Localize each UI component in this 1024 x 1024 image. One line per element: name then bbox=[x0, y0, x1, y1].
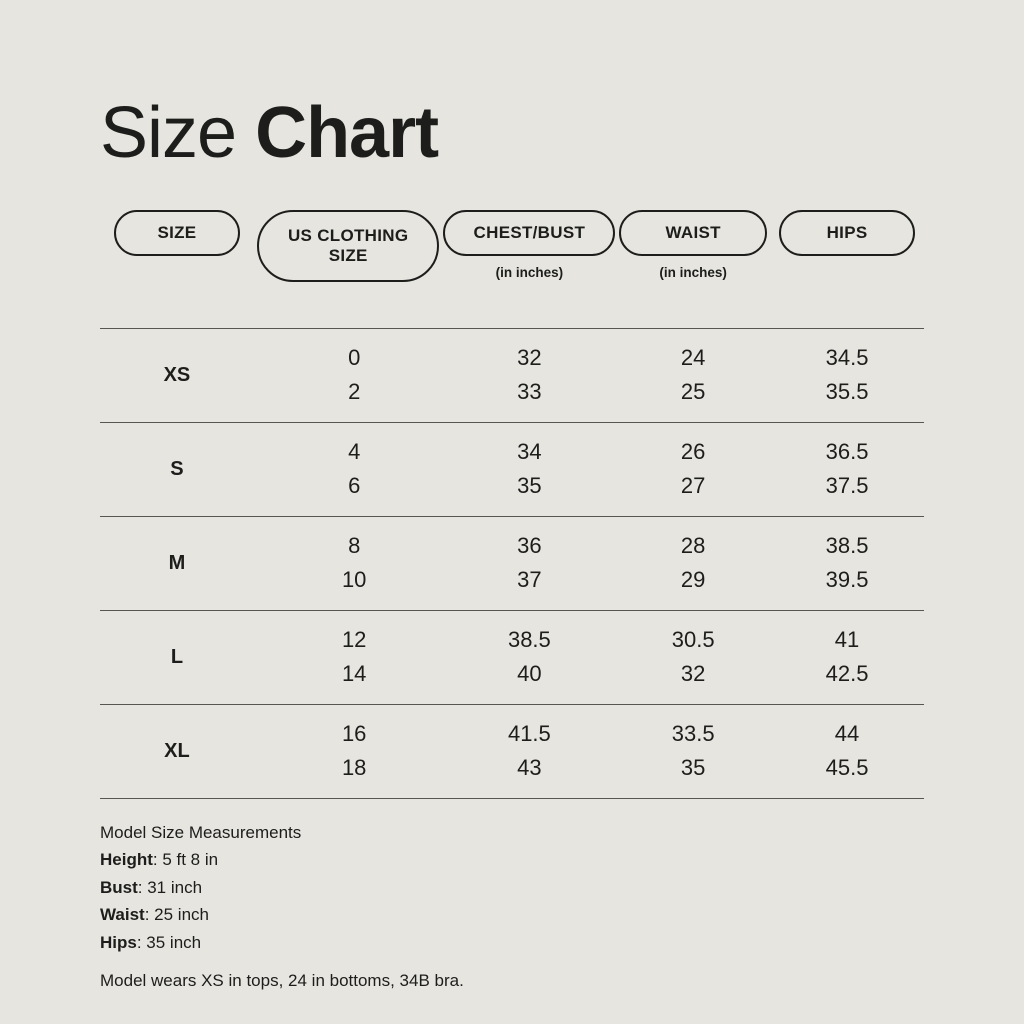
value: 32 bbox=[680, 661, 706, 687]
value: 29 bbox=[680, 567, 706, 593]
value: 41 bbox=[834, 627, 860, 652]
model-bust-value: : 31 inch bbox=[137, 877, 203, 897]
model-bust bbox=[100, 874, 924, 902]
row-hips-values bbox=[770, 623, 924, 691]
row-hips-values bbox=[770, 435, 924, 503]
value: 33 bbox=[517, 379, 542, 405]
value: 35 bbox=[517, 473, 542, 499]
table-row bbox=[100, 705, 924, 799]
size-table bbox=[100, 328, 924, 799]
row-waist-values bbox=[616, 435, 770, 503]
model-measurements bbox=[100, 819, 924, 995]
value: 8 bbox=[348, 533, 361, 558]
value: 38.5 bbox=[825, 533, 869, 558]
model-hips-value: : 35 inch bbox=[136, 932, 202, 952]
model-waist-value: : 25 inch bbox=[144, 905, 209, 925]
value: 36.5 bbox=[825, 439, 869, 464]
column-header-us-clothing-size-pill: US CLOTHING SIZE bbox=[257, 210, 439, 282]
value: 14 bbox=[341, 661, 367, 687]
table-row bbox=[100, 423, 924, 517]
value: 34.5 bbox=[825, 345, 869, 370]
value: 34 bbox=[517, 439, 542, 464]
row-waist-values bbox=[616, 341, 770, 409]
model-waist bbox=[100, 901, 924, 929]
value: 0 bbox=[348, 345, 361, 370]
row-chest-values bbox=[443, 341, 617, 409]
column-header-size-pill: SIZE bbox=[114, 210, 240, 256]
row-size-label: XS bbox=[163, 363, 191, 386]
value: 45.5 bbox=[825, 755, 869, 781]
value: 24 bbox=[680, 345, 706, 370]
value: 26 bbox=[680, 439, 706, 464]
table-header-row bbox=[100, 210, 924, 306]
column-header-waist-pill: WAIST bbox=[619, 210, 767, 256]
value: 36 bbox=[517, 533, 542, 558]
model-hips bbox=[100, 929, 924, 957]
value: 25 bbox=[680, 379, 706, 405]
value: 33.5 bbox=[671, 721, 715, 746]
row-size-label: S bbox=[170, 457, 184, 480]
model-measurements-heading: Model Size Measurements bbox=[100, 822, 302, 842]
row-size-label: XL bbox=[164, 739, 190, 762]
value: 37.5 bbox=[825, 473, 869, 499]
value: 42.5 bbox=[825, 661, 869, 687]
value: 16 bbox=[341, 721, 367, 746]
model-waist-label: Waist bbox=[100, 905, 145, 925]
value: 28 bbox=[680, 533, 706, 558]
model-bust-label: Bust bbox=[100, 877, 138, 897]
row-waist-values bbox=[616, 717, 770, 785]
value: 38.5 bbox=[507, 627, 551, 652]
model-height bbox=[100, 846, 924, 874]
page-title-bold: Chart bbox=[255, 93, 439, 173]
page-title-light: Size bbox=[100, 93, 237, 173]
value: 39.5 bbox=[825, 567, 869, 593]
column-header-chest-bust-pill: CHEST/BUST bbox=[443, 210, 615, 256]
value: 40 bbox=[517, 661, 542, 687]
table-row bbox=[100, 329, 924, 423]
value: 10 bbox=[341, 567, 367, 593]
row-us-sizes bbox=[254, 529, 443, 597]
column-header-waist-unit: (in inches) bbox=[659, 264, 727, 280]
value: 18 bbox=[341, 755, 367, 781]
row-waist-values bbox=[616, 529, 770, 597]
model-height-value: : 5 ft 8 in bbox=[152, 850, 219, 870]
row-hips-values bbox=[770, 717, 924, 785]
value: 30.5 bbox=[671, 627, 715, 652]
row-us-sizes bbox=[254, 341, 443, 409]
page-title bbox=[100, 0, 924, 172]
row-chest-values bbox=[443, 435, 617, 503]
value: 4 bbox=[348, 439, 361, 464]
row-chest-values bbox=[443, 623, 617, 691]
row-size-label: L bbox=[170, 645, 184, 668]
value: 27 bbox=[680, 473, 706, 499]
value: 6 bbox=[348, 473, 361, 499]
value: 2 bbox=[348, 379, 361, 405]
column-header-size bbox=[100, 210, 254, 256]
column-header-chest-bust-unit: (in inches) bbox=[495, 264, 564, 280]
row-us-sizes bbox=[254, 717, 443, 785]
row-hips-values bbox=[770, 341, 924, 409]
value: 35.5 bbox=[825, 379, 869, 405]
row-size-label: M bbox=[168, 551, 186, 574]
value: 35 bbox=[680, 755, 706, 781]
value: 41.5 bbox=[507, 721, 551, 746]
value: 44 bbox=[834, 721, 860, 746]
column-header-waist bbox=[616, 210, 770, 280]
value: 43 bbox=[517, 755, 542, 781]
model-hips-label: Hips bbox=[100, 932, 137, 952]
row-waist-values bbox=[616, 623, 770, 691]
table-row bbox=[100, 611, 924, 705]
column-header-hips-pill: HIPS bbox=[779, 210, 915, 256]
row-us-sizes bbox=[254, 623, 443, 691]
model-height-label: Height bbox=[100, 850, 153, 870]
table-row bbox=[100, 517, 924, 611]
value: 32 bbox=[517, 345, 542, 370]
column-header-chest-bust bbox=[443, 210, 617, 280]
row-us-sizes bbox=[254, 435, 443, 503]
column-header-hips bbox=[770, 210, 924, 256]
row-chest-values bbox=[443, 717, 617, 785]
column-header-us-clothing-size bbox=[254, 210, 443, 282]
value: 37 bbox=[517, 567, 542, 593]
model-wears-note: Model wears XS in tops, 24 in bottoms, 34B bra. bbox=[100, 971, 464, 991]
row-hips-values bbox=[770, 529, 924, 597]
row-chest-values bbox=[443, 529, 617, 597]
value: 12 bbox=[341, 627, 367, 652]
